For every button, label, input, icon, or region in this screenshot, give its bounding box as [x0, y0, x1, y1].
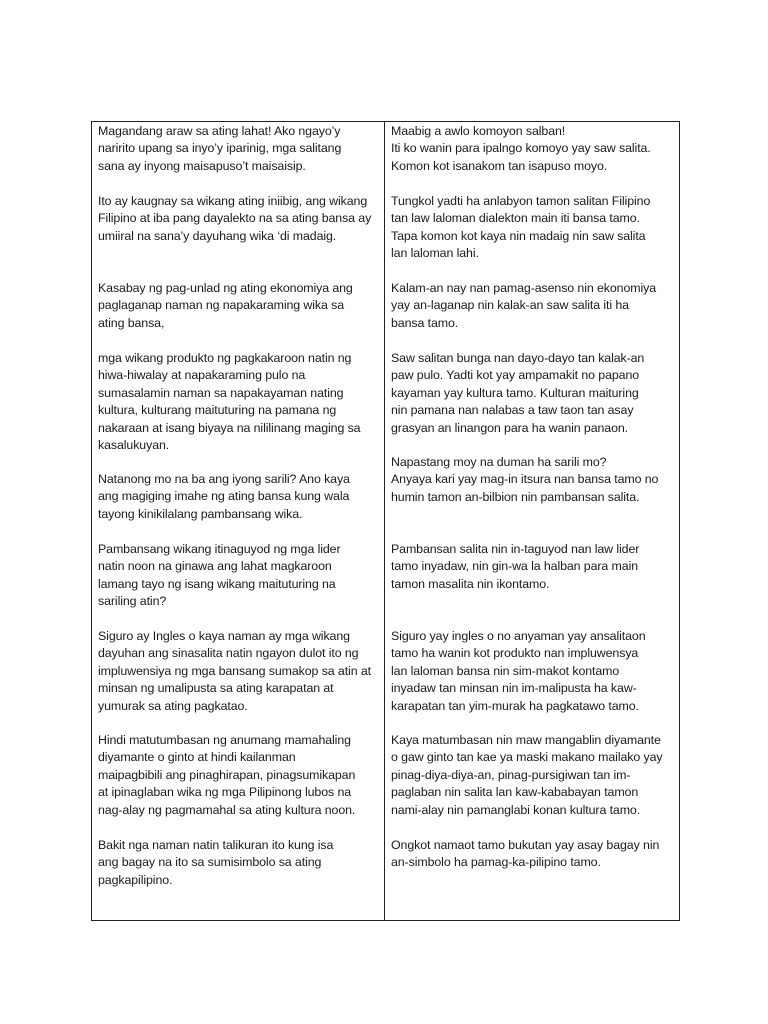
right-paragraph-4: Saw salitan bunga nan dayo-dayo tan kalak-an paw pulo. Yadti kot yay ampamakit no papano kayaman yay kultura tamo. Kulturan maituring nin pamana nan nalabas a taw taon tan asay grasyan an linangon para ha wanin panaon. [391, 351, 645, 435]
left-paragraph-9: Bakit nga naman natin talikuran ito kung isa ang bagay na ito sa sumisimbolo sa ating pagkapilipino. [98, 838, 334, 887]
column-divider [384, 122, 385, 920]
right-paragraph-3: Kalam-an nay nan pamag-asenso nin ekonomiya yay an-laganap nin kalak-an saw salita iti ha bansa tamo. [391, 281, 657, 330]
right-paragraph-5: Napastang moy na duman ha sarili mo? Anyaya kari yay mag-in itsura nan bansa tamo no humin tamon an-bilbion nin pambansan salita. [391, 455, 659, 504]
left-paragraph-6: Pambansang wikang itinaguyod ng mga lider natin noon na ginawa ang lahat magkaroon lamang tayo ng isang wikang maituturing na sariling atin? [98, 542, 341, 609]
left-paragraph-2: Ito ay kaugnay sa wikang ating iniibig, ang wikang Filipino at iba pang dayalekto na sa ating bansa ay umiiral na sana’y dayuhang wika ‘di madaig. [98, 194, 372, 243]
left-paragraph-7: Siguro ay Ingles o kaya naman ay mga wikang dayuhan ang sinasalita natin ngayon dulot ito ng impluwensiya ng mga bansang sumakop sa atin at minsan ng umalipusta sa ating karapatan at yumurak sa ating pagkatao. [98, 629, 371, 713]
right-paragraph-6: Pambansan salita nin in-taguyod nan law lider tamo inyadaw, nin gin-wa la halban para main tamon masalita nin ikontamo. [391, 542, 640, 591]
left-paragraph-8: Hindi matutumbasan ng anumang mamahaling diyamante o ginto at hindi kailanman maipagbibili ang pinaghirapan, pinagsumikapan at ipinaglaban wika ng mga Pilipinong lubos na nag-alay ng pagmamahal sa ating kultura noon. [98, 733, 356, 817]
right-paragraph-9: Ongkot namaot tamo bukutan yay asay bagay nin an-simbolo ha pamag-ka-pilipino tamo. [391, 838, 660, 870]
right-paragraph-7: Siguro yay ingles o no anyaman yay ansalitaon tamo ha wanin kot produkto nan impluwensya lan laloman bansa nin sim-makot kontamo inyadaw tan minsan nin im-malipusta ha kaw- karapatan tan yim-murak ha pagkatawo tamo. [391, 629, 646, 713]
left-paragraph-4: mga wikang produkto ng pagkakaroon natin ng hiwa-hiwalay at napakaraming pulo na sumasalamin naman sa napakayaman nating kultura, kulturang maituturing na pamana ng nakaraan at isang biyaya na nililinang maging sa kasalukuyan. [98, 351, 361, 453]
left-paragraph-5: Natanong mo na ba ang iyong sarili? Ano kaya ang magiging imahe ng ating bansa kung wala tayong kinikilalang pambansang wika. [98, 472, 350, 521]
right-paragraph-8: Kaya matumbasan nin maw mangablin diyamante o gaw ginto tan kae ya maski makano mailako yay pinag-diya-diya-an, pinag-pursigiwan tan im- paglaban nin salita lan kaw-kababayan tamon nami-alay nin pamanglabi konan kultura tamo. [391, 733, 663, 817]
translation-table [91, 121, 680, 921]
right-paragraph-2: Tungkol yadti ha anlabyon tamon salitan Filipino tan law laloman dialekton main iti bansa tamo. Tapa komon kot kaya nin madaig nin saw salita lan laloman lahi. [391, 194, 651, 261]
left-paragraph-3: Kasabay ng pag-unlad ng ating ekonomiya ang paglaganap naman ng napakaraming wika sa ating bansa, [98, 281, 353, 330]
right-paragraph-1: Maabig a awlo komoyon salban! Iti ko wanin para ipalngo komoyo yay saw salita. Komon kot isanakom tan isapuso moyo. [391, 124, 651, 173]
left-paragraph-1: Magandang araw sa ating lahat! Ako ngayo’y naririto upang sa inyo’y iparinig, mga salitang sana ay inyong maisapuso’t maisaisip. [98, 124, 342, 173]
